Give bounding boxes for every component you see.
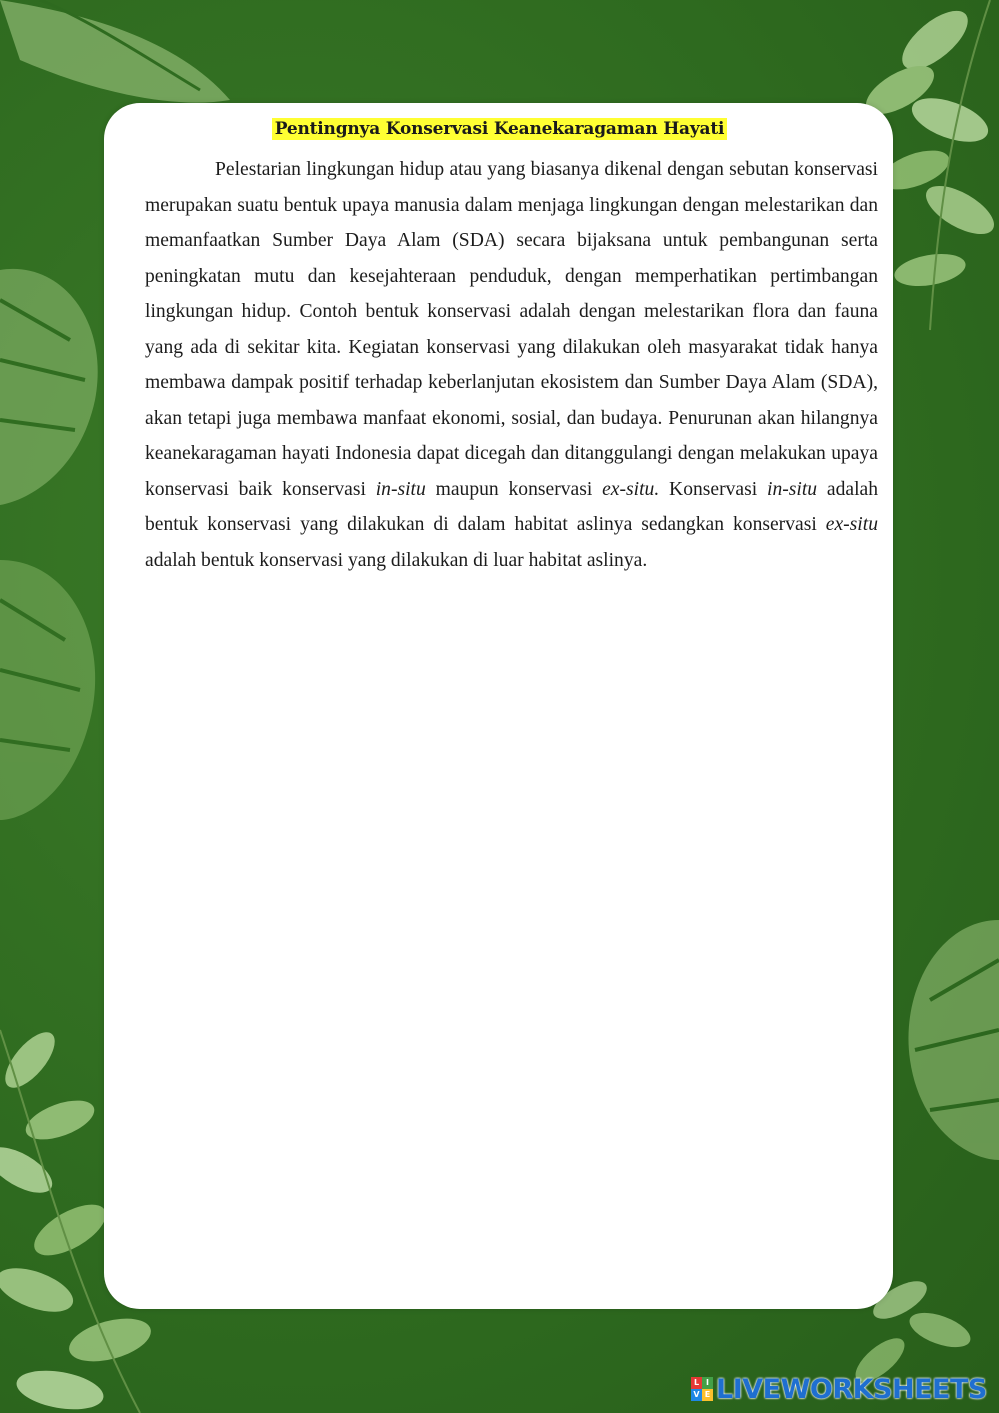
logo-mark-icon [691,1377,713,1401]
term-ex-situ-1: ex-situ. [602,478,660,500]
paragraph-text-2: maupun konservasi [425,478,603,500]
logo-mark-letter-e: E [702,1389,713,1401]
leaf-left-2 [0,560,95,820]
logo-mark-letter-v: V [691,1389,702,1401]
leaf-left-1 [0,269,98,505]
term-ex-situ-2: ex-situ [825,514,878,535]
paragraph-text-5: adalah bentuk konservasi yang dilakukan di luar habitat aslinya. [145,549,648,571]
paragraph-text-1: Pelestarian lingkungan hidup atau yang biasanya dikenal dengan sebutan konservasi merupakan suatu bentuk upaya manusia dalam menjaga lingkungan dengan melestarikan dan memanfaatkan Sumber Daya Alam (SDA) secara bijaksana untuk pembangunan serta peningkatan mutu dan kesejahteraan penduduk, dengan memperhatikan pertimbangan lingkungan hidup. Contoh bentuk konservasi adalah dengan melestarikan flora dan fauna yang ada di sekitar kita. Kegiatan konservasi yang dilakukan oleh masyarakat tidak hanya membawa dampak positif terhadap keberlanjutan ekosistem dan Sumber Daya Alam (SDA), akan tetapi juga membawa manfaat ekonomi, sosial, dan budaya. Penurunan akan hilangnya keanekaragaman hayati Indonesia dapat dicegah dan ditanggulangi dengan melakukan upaya konservasi baik konservasi [145,159,878,500]
logo-text: LIVEWORKSHEETS [716,1373,987,1405]
leaf-right-middle [908,920,999,1160]
paragraph-text-4: adalah bentuk konservasi yang dilakukan di dalam habitat aslinya sedangkan konservasi [145,478,878,535]
logo-mark-letter-l: L [691,1377,702,1389]
leaf-top-left [0,0,230,103]
term-in-situ-2: in-situ [767,478,818,500]
term-in-situ-1: in-situ [375,478,426,500]
logo-mark-letter-i: I [702,1377,713,1389]
body-paragraph [145,152,878,578]
paragraph-text-3: Konservasi [659,478,767,500]
title-container [0,118,999,140]
liveworksheets-logo [691,1374,991,1404]
page-title: Pentingnya Konservasi Keanekaragaman Hayati [272,118,728,140]
